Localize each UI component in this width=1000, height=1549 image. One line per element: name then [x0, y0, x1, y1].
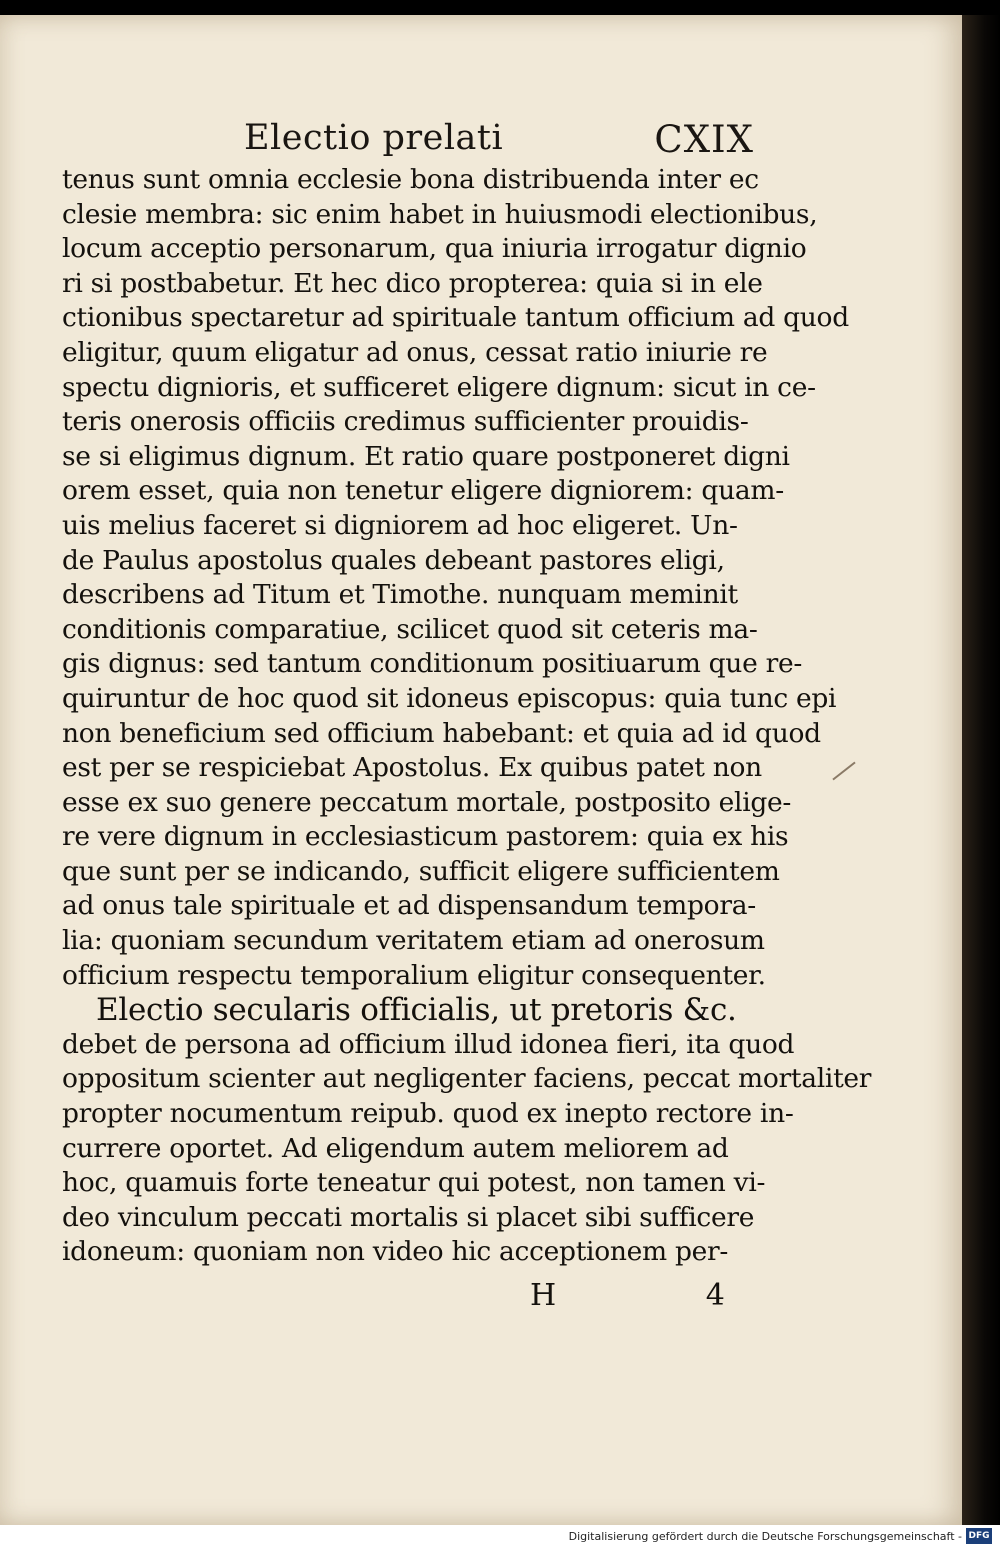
text-line: describens ad Titum et Timothe. nunquam meminit [62, 579, 738, 611]
footer-credit: Digitalisierung gefördert durch die Deutsche Forschungsgemeinschaft - [568, 1530, 962, 1543]
text-line: locum acceptio personarum, qua iniuria irrogatur dignio [62, 233, 807, 265]
text-line: gis dignus: sed tantum conditionum positiuarum que re- [62, 648, 802, 680]
text-line: idoneum: quoniam non video hic acceptionem per- [62, 1236, 729, 1268]
text-line: est per se respiciebat Apostolus. Ex quibus patet non [62, 752, 762, 784]
signature-mark: H 4 [530, 1278, 795, 1313]
text-line: de Paulus apostolus quales debeant pastores eligi, [62, 544, 725, 576]
text-line: propter nocumentum reipub. quod ex inepto rectore in- [62, 1098, 794, 1130]
folio-number: CXIX [654, 118, 754, 161]
text-line: lia: quoniam secundum veritatem etiam ad onerosum [62, 925, 765, 957]
text-line: uis melius faceret si digniorem ad hoc eligeret. Un- [62, 509, 738, 541]
paragraph-heading-line: Electio secularis officialis, ut pretoris &c. [96, 992, 737, 1029]
text-line: conditionis comparatiue, scilicet quod sit ceteris ma- [62, 613, 758, 645]
text-line: que sunt per se indicando, sufficit eligere sufficientem [62, 855, 780, 887]
text-line: ad onus tale spirituale et ad dispensandum tempora- [62, 890, 756, 922]
main-text [62, 163, 872, 1270]
text-line: oppositum scienter aut negligenter faciens, peccat mortaliter [62, 1063, 872, 1095]
text-line: quiruntur de hoc quod sit idoneus episcopus: quia tunc epi [62, 682, 837, 714]
text-line: spectu dignioris, et sufficeret eligere dignum: sicut in ce- [62, 371, 816, 403]
dfg-logo-icon: DFG [966, 1528, 992, 1544]
text-line: currere oportet. Ad eligendum autem meliorem ad [62, 1132, 729, 1164]
page-edge-shadow [962, 15, 1000, 1525]
text-line: eligitur, quum eligatur ad onus, cessat ratio iniurie re [62, 336, 768, 368]
text-line: hoc, quamuis forte teneatur qui potest, non tamen vi- [62, 1167, 766, 1199]
text-line: tenus sunt omnia ecclesie bona distribuenda inter ec [62, 164, 759, 195]
text-line: deo vinculum peccati mortalis si placet sibi sufficere [62, 1201, 755, 1233]
text-line: se si eligimus dignum. Et ratio quare postponeret digni [62, 440, 790, 472]
text-line: teris onerosis officiis credimus sufficienter prouidis- [62, 406, 749, 438]
text-line: ri si postbabetur. Et hec dico propterea: quia si in ele [62, 267, 763, 299]
text-line: orem esset, quia non tenetur eligere digniorem: quam- [62, 475, 784, 507]
page-header [244, 118, 754, 168]
text-line: re vere dignum in ecclesiasticum pastorem: quia ex his [62, 821, 789, 853]
text-line: officium respectu temporalium eligitur consequenter. [62, 959, 766, 991]
running-title: Electio prelati [244, 118, 504, 158]
text-line: ctionibus spectaretur ad spirituale tantum officium ad quod [62, 302, 849, 334]
digitization-footer [0, 1525, 1000, 1549]
text-line: non beneficium sed officium habebant: et quia ad id quod [62, 717, 821, 749]
text-line: esse ex suo genere peccatum mortale, postposito elige- [62, 786, 792, 818]
text-line: clesie membra: sic enim habet in huiusmodi electionibus, [62, 198, 818, 230]
text-line: debet de persona ad officium illud idonea fieri, ita quod [62, 1028, 795, 1060]
